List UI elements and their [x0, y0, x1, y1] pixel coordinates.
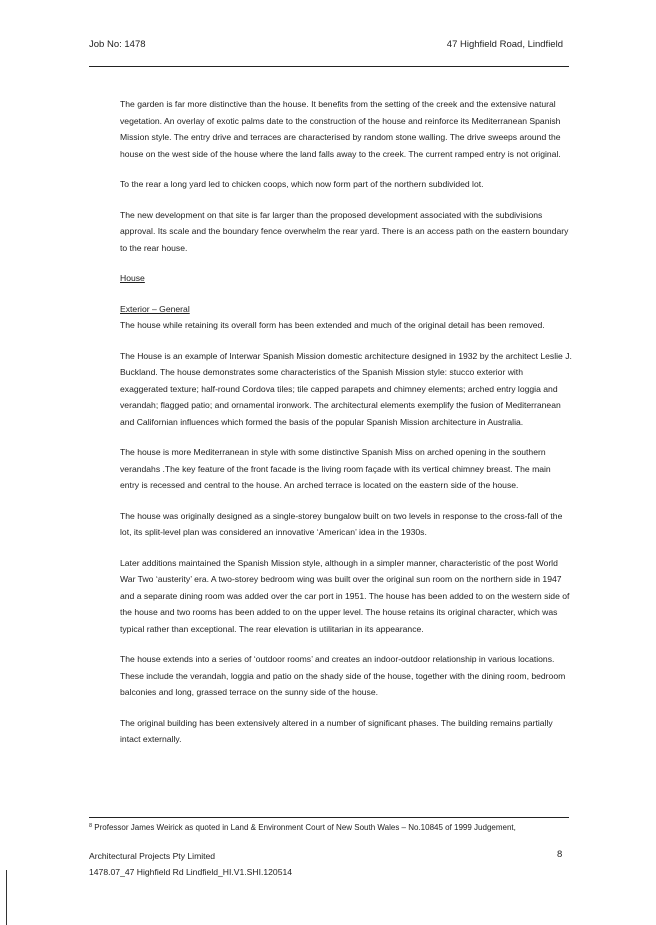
- paragraph-mediterranean-style: The house is more Mediterranean in style with some distinctive Spanish Miss on arched opening in the southern verandahs .The key feature of the front facade is the living room façade with its vertical chimney breast. The main entry is recessed and central to the house. An arched terrace is located on the eastern side of the house.: [120, 447, 551, 490]
- paragraph-new-development: The new development on that site is far larger than the proposed development associated with the subdivisions approval. Its scale and the boundary fence overwhelm the rear yard. There is an access path on the eastern boundary to the rear house.: [120, 209, 569, 253]
- header-job-number: Job No: 1478: [89, 39, 146, 50]
- section-heading-house: House: [120, 273, 145, 283]
- footnote-marker: 8: [89, 823, 93, 829]
- paragraph-garden: The garden is far more distinctive than the house. It benefits from the setting of the creek and the extensive natural vegetation. An overlay of exotic palms date to the construction of the house and reinforce its Mediterranean Spanish Mission style. The entry drive and terraces are characterised by random stone walling. The drive sweeps around the house on the west side of the house where the land falls away to the creek. The current ramped entry is not original.: [120, 99, 561, 159]
- paragraph-overall-form: The house while retaining its overall form has been extended and much of the original detail has been removed.: [120, 320, 545, 330]
- footnote-rule: [89, 817, 569, 818]
- subheading-exterior-general: Exterior – General: [120, 303, 190, 314]
- body-content: [120, 96, 572, 762]
- footer-file-reference: 1478.07_47 Highfield Rd Lindfield_HI.V1.SHI.120514: [89, 867, 293, 877]
- paragraph-alterations: The original building has been extensively altered in a number of significant phases. The building remains partially intact externally.: [120, 717, 553, 744]
- scan-edge-line: [6, 870, 7, 925]
- paragraph-interwar-spanish-mission: The House is an example of Interwar Spanish Mission domestic architecture designed in 1932 by the architect Leslie J. Buckland. The house demonstrates some characteristics of the Spanish Mission style: stucco exterior with exaggerated texture; half-round Cordova tiles; tile capped parapets and chimney elements; arched entry loggia and verandah; flagged patio; and ornamental ironwork. The architectural elements exemplify the fusion of Mediterranean and Californian influences which formed the basis of the popular Spanish Mission architecture in Australia.: [120, 350, 572, 427]
- paragraph-outdoor-rooms: The house extends into a series of ‘outdoor rooms’ and creates an indoor-outdoor relationship in various locations. These include the verandah, loggia and patio on the shady side of the house, together with the dining room, bedroom balconies and long, grassed terrace on the sunny side of the house.: [120, 654, 566, 697]
- paragraph-later-additions: Later additions maintained the Spanish Mission style, although in a simpler manner, characteristic of the post World War Two ‘austerity’ era. A two-storey bedroom wing was built over the original sun room on the northern side in 1947 and a separate dining room was added over the car port in 1951. The house has been added to on the western side of the house and two rooms has been added to on the upper level. The house retains its original character, which was typical rather than exceptional. The rear elevation is utilitarian in its appearance.: [120, 557, 570, 634]
- footnote: [89, 823, 516, 832]
- header-address: 47 Highfield Road, Lindfield: [446, 39, 563, 50]
- paragraph-original-design: The house was originally designed as a single-storey bungalow built on two levels in response to the cross-fall of the lot, its split-level plan was considered an innovative ‘American’ idea in the 1930s.: [120, 510, 563, 537]
- footer-company: Architectural Projects Pty Limited: [89, 851, 216, 861]
- footer-page-number: 8: [557, 849, 563, 860]
- paragraph-rear-yard: To the rear a long yard led to chicken coops, which now form part of the northern subdivided lot.: [120, 179, 484, 189]
- header-rule: [89, 66, 569, 67]
- footnote-text: Professor James Weirick as quoted in Land & Environment Court of New South Wales – No.10845 of 1999 Judgement,: [94, 823, 516, 832]
